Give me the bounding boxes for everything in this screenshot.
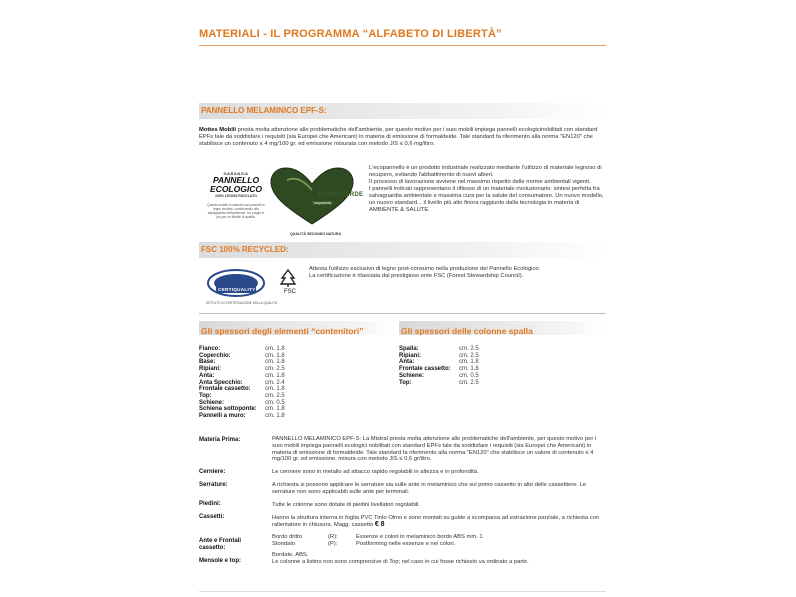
- table-row: [399, 346, 599, 353]
- row-value: cm. 2.5: [459, 346, 479, 352]
- title-divider: [199, 45, 606, 46]
- spec-ante-type: Bordo dritto Stondato: [272, 534, 302, 547]
- row-value: cm. 2.5: [459, 352, 479, 359]
- spec-label-serrature: Serrature:: [199, 482, 228, 488]
- contenitori-table: [199, 346, 389, 420]
- row-label: Pannelli a muro:: [199, 413, 246, 420]
- table-row: [399, 373, 599, 380]
- row-value: cm. 1.8: [265, 359, 285, 366]
- row-value: cm. 1.8: [265, 406, 285, 413]
- spec-text-mensole: Bordate, ABS. Le colonne a listino non sono comprensive di Top; nel caso in cui fosse richiesto va ordinato a parte.: [272, 552, 529, 565]
- spec-label-cerniere: Cerniere:: [199, 469, 226, 475]
- row-value: cm. 1.8: [265, 346, 285, 352]
- row-label: Schiene:: [199, 399, 225, 406]
- table-row: [199, 359, 389, 366]
- row-value: cm. 0.5: [459, 372, 479, 379]
- row-value: cm. 1.8: [265, 386, 285, 393]
- table-row: [399, 353, 599, 360]
- section-title-fsc: FSC 100% RECYCLED:: [201, 245, 289, 254]
- table-row: [199, 380, 389, 387]
- seal-caption: Questo mobile è costruito con pannelli in legno riciclato, contribuendo alla salvaguardia dell'ambiente. Un pregio in più per un Mobile di qualità.: [207, 203, 265, 219]
- row-value: cm. 1.8: [459, 359, 479, 366]
- seal-top-text: GARANZIA: [223, 171, 249, 176]
- table-row: [199, 400, 389, 407]
- spalla-header: [399, 321, 606, 335]
- pannello-ecologico-seal: [206, 171, 266, 219]
- section-title-pannello: PANNELLO MELAMINICO EPF-S:: [201, 106, 327, 115]
- cuoreverde-caption: QUALITÀ SECONDO NATURA: [290, 232, 342, 236]
- certiquality-logo-text: CERTIQUALITY: [218, 287, 256, 292]
- seal-line2: ECOLOGICO: [210, 183, 262, 194]
- row-label: Top:: [399, 379, 412, 386]
- row-label: Coperchio:: [199, 352, 231, 359]
- certiquality-caption: ISTITUTO DI CERTIFICAZIONE DELLA QUALITÀ: [206, 301, 278, 305]
- table-row: [199, 406, 389, 413]
- row-value: cm. 2.4: [265, 379, 285, 386]
- table-row: [199, 346, 389, 353]
- row-value: cm. 2.5: [459, 379, 479, 386]
- section-band-fsc: [199, 242, 606, 258]
- row-value: cm. 1.8: [265, 372, 285, 379]
- fsc-description: Attesta l'utilizzo esclusivo di legno post-consumo nella produzione del Pannello Ecologico. La certificazione è rilasciata dal prestigioso ente FSC (Forest Stewardship Council).: [309, 266, 541, 279]
- page-title: MATERIALI - IL PROGRAMMA “ALFABETO DI LIBERTÀ”: [199, 28, 502, 40]
- spec-label-cassetti: Cassetti:: [199, 514, 225, 520]
- row-value: cm. 2.5: [265, 366, 285, 373]
- table-row: [199, 373, 389, 380]
- row-label: Schiene:: [399, 372, 425, 379]
- spec-cassetti: [272, 515, 606, 529]
- row-value: cm. 2.5: [265, 392, 285, 399]
- pannello-intro-text-2: Tale standard fa riferimento alla norma "EN120" che stabilisce un contenuto ≤ 4 mg/100 gr. ed emissione misurata con metodo JIS ≤ 0,6 mg/litro.: [199, 134, 593, 147]
- row-label: Frontale cassetto:: [199, 386, 251, 393]
- row-label: Anta:: [199, 372, 215, 379]
- row-value: cm. 1.8: [265, 413, 285, 420]
- seal-sub-text: 100% LEGNO RICICLATO: [214, 194, 258, 198]
- row-label: Anta Specchio:: [199, 379, 243, 386]
- brand-name: Mottes Mobili: [199, 127, 237, 133]
- spec-ante-desc: Essenze e colori in melaminico bordo ABS mm. 1 Postforming nelle essenze e nei colori.: [356, 534, 483, 547]
- table-row: [399, 380, 599, 387]
- spec-text-serrature: A richiesta si possono applicare le serrature sia sulle ante in melaminico che sul primo cassetto in alto delle cassettiere. Le serrature non sono applicabili sulle ante per terminali.: [272, 482, 587, 495]
- table-row: [199, 353, 389, 360]
- bottom-divider: [199, 591, 606, 592]
- pannello-intro-text: presta molta attenzione alle problematiche dell'ambiente, per questo motivo per i suoi mobili impiega pannelli ecologicinobilitati con standard EPFs tale da soddisfare i requisiti (sia Europei che Americani) in materia di emissione di formaldeide.: [199, 127, 598, 140]
- row-label: Anta:: [399, 359, 415, 366]
- certiquality-logo: [206, 268, 266, 298]
- table-row: [399, 359, 599, 366]
- row-label: Ripiani:: [399, 352, 421, 359]
- spec-text-materia: PANNELLO MELAMINICO EPF-S: La Mistral presta molta attenzione alle problematiche dell'ambiente, per questo motivo per i suoi mobili impiega pannelli ecologici nobilitati con standard EPFs tale da soddisfare i requisiti (sia Europei che Americani) in materia di emissione di formaldeide. Tale standard fa riferimento alla norma "EN120" che stabilisce un valore di contenuto ≤ 4 mg/100 gr. ed emissione, misura con metodo JIS ≤ 0,6 gr/litro.: [272, 436, 597, 463]
- spec-text-cerniere: Le cerniere sono in metallo ad attacco rapido regolabili in altezza e in profondità.: [272, 469, 479, 475]
- row-label: Spalla:: [399, 346, 419, 352]
- spec-label-materia: Materia Prima:: [199, 437, 241, 443]
- table-row: [199, 366, 389, 373]
- contenitori-header: [199, 321, 397, 335]
- pannello-intro: [199, 127, 606, 148]
- section-divider: [199, 313, 606, 314]
- table-row: [399, 366, 599, 373]
- cuoreverde-name: CUOREVERDE: [318, 192, 364, 198]
- spec-label-piedini: Piedini:: [199, 501, 221, 507]
- cuoreverde-sub: ecopannello: [314, 201, 332, 205]
- seal-line1: PANNELLO: [212, 175, 260, 185]
- row-label: Base:: [199, 359, 216, 366]
- section-band-pannello: [199, 103, 606, 119]
- spec-label-ante: Ante e Frontali cassetto:: [199, 538, 242, 551]
- row-label: Frontale cassetto:: [399, 366, 451, 373]
- table-row: [199, 413, 389, 420]
- row-label: Schiena sottoponte:: [199, 406, 257, 413]
- table-row: [199, 393, 389, 400]
- row-value: cm. 1.8: [265, 352, 285, 359]
- row-value: cm. 0.5: [265, 399, 285, 406]
- row-label: Fianco:: [199, 346, 221, 352]
- row-value: cm. 1.8: [459, 366, 479, 373]
- spec-label-mensole: Mensole e top:: [199, 558, 242, 564]
- ecopannello-description: L'ecopannello è un prodotto industriale realizzato mediante l'utilizzo di materiale legnoso di recupero, evitando l'abbattimento di nuovi alberi. Il processo di lavorazione avviene nel massimo rispetto delle norme ambientali vigenti. I pannelli indicati rappresentano il riflesso di un materiale rivoluzionario: sintesi perfetta fra salvaguardia ambientale e massima cura per la salute del consumatore. Un nuovo modello, un nuovo standard... il livello più alto finora raggiunto dalla tecnologia in materia di AMBIENTE & SALUTE.: [369, 165, 604, 213]
- row-label: Ripiani:: [199, 366, 221, 373]
- spec-text-piedini: Tutte le colonne sono dotate di piedini livellatori regolabili.: [272, 502, 421, 508]
- spec-ante-code: (R): (P):: [328, 534, 338, 547]
- spalla-title: Gli spessori delle colonne spalla: [401, 326, 533, 336]
- row-label: Top:: [199, 392, 212, 399]
- spalla-table: [399, 346, 599, 386]
- fsc-logo-text: FSC: [284, 289, 296, 295]
- cassetti-price: € 8: [374, 520, 385, 528]
- spec-text-cassetti: Hanno la struttura interna in foglia PVC Tinto Olmo e sono montati su guide a scomparsa ad estrazione parziale, a richiesta con rallentatore in chiusura, Magg. cassetto: [272, 515, 600, 528]
- table-row: [199, 386, 389, 393]
- contenitori-title: Gli spessori degli elementi “contenitori”: [201, 326, 364, 336]
